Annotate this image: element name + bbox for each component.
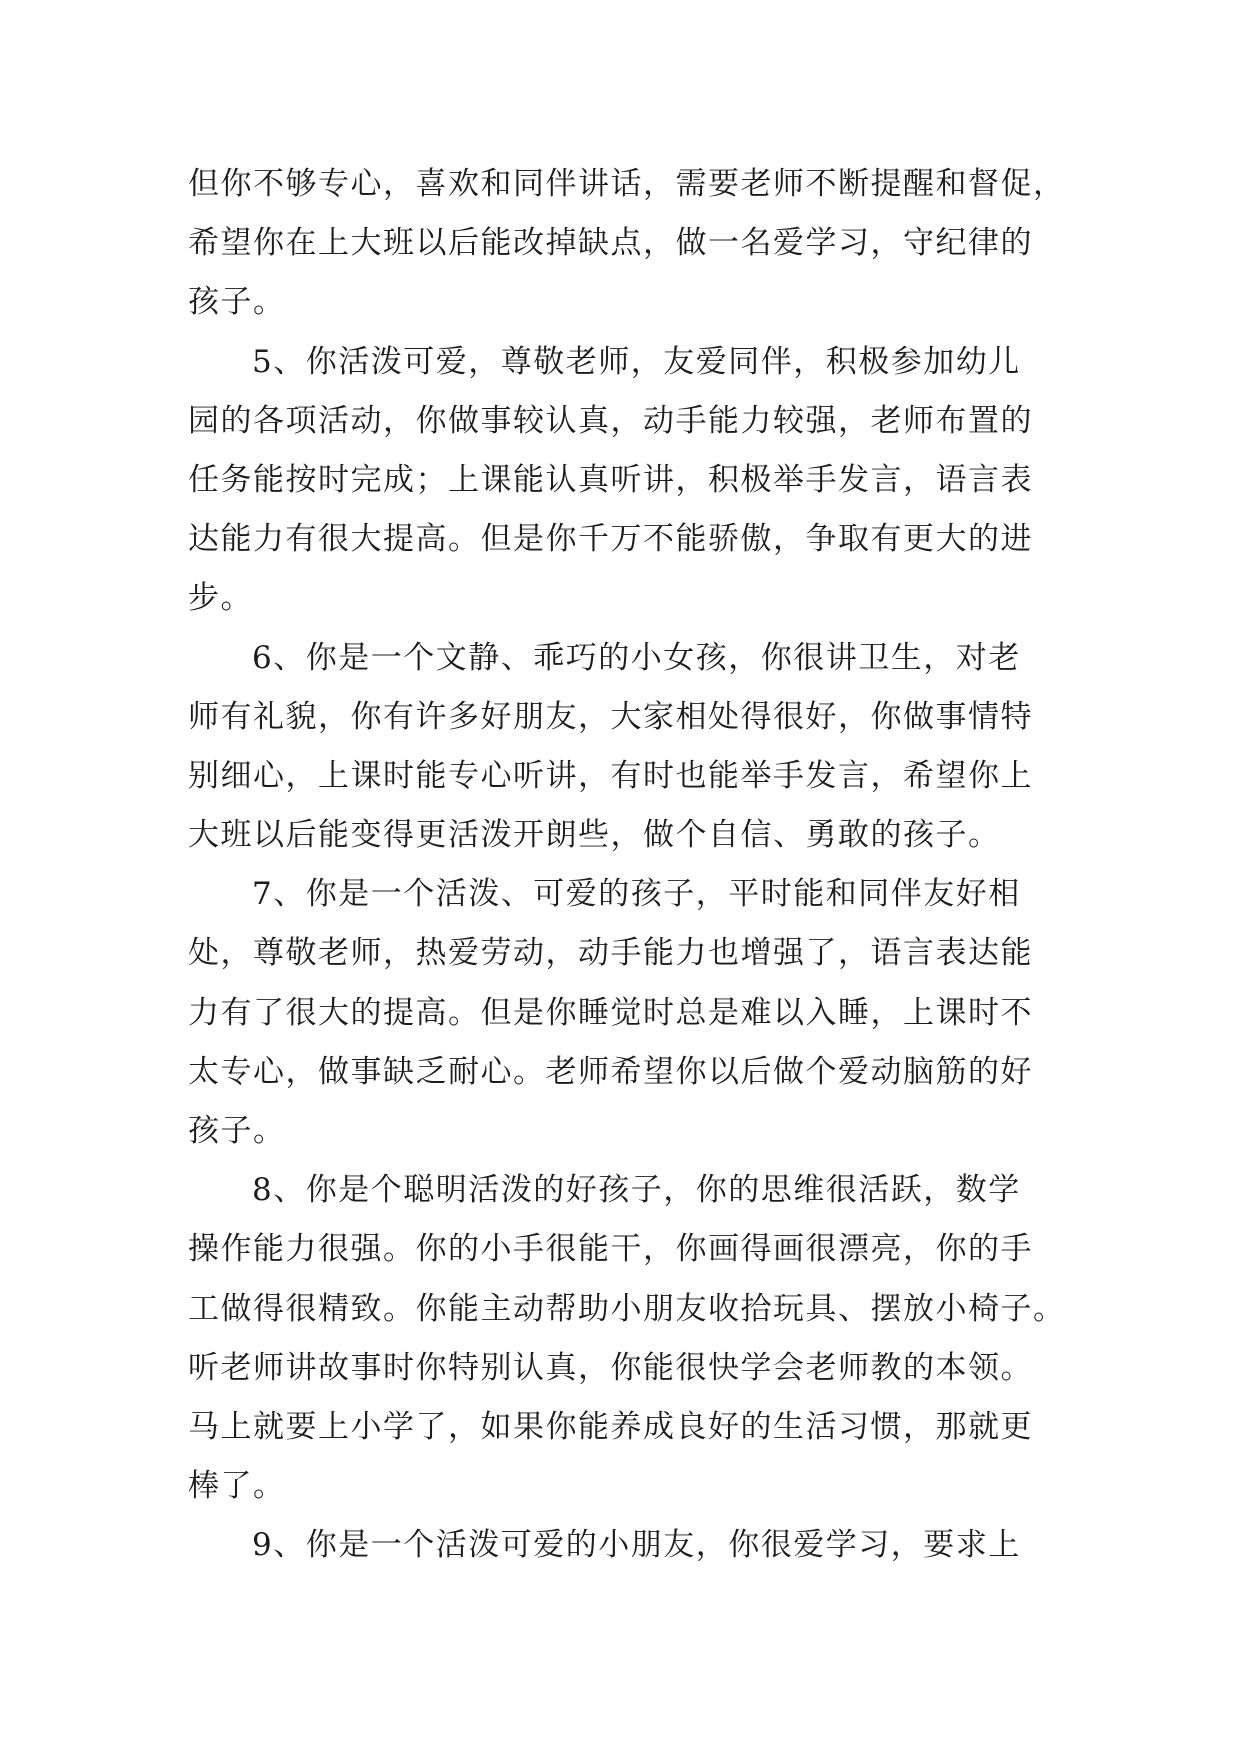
text-line: 但你不够专心，喜欢和同伴讲话，需要老师不断提醒和督促， xyxy=(188,166,1066,202)
text-line: 力有了很大的提高。但是你睡觉时总是难以入睡，上课时不 xyxy=(188,994,1033,1031)
text-line: 大班以后能变得更活泼开朗些，做个自信、勇敢的孩子。 xyxy=(188,817,1001,854)
document-body xyxy=(188,155,1068,1576)
text-line: 园的各项活动，你做事较认真，动手能力较强，老师布置的 xyxy=(188,402,1033,439)
text-line: 任务能按时完成；上课能认真听讲，积极举手发言，语言表 xyxy=(188,461,1033,498)
text-line: 孩子。 xyxy=(188,284,286,321)
text-line: 棒了。 xyxy=(188,1468,286,1505)
text-line: 操作能力很强。你的小手很能干，你画得画很漂亮，你的手 xyxy=(188,1231,1033,1268)
text-line: 马上就要上小学了，如果你能养成良好的生活习惯，那就更 xyxy=(188,1408,1033,1445)
text-line: 师有礼貌，你有许多好朋友，大家相处得很好，你做事情特 xyxy=(188,698,1033,735)
text-line: 达能力有很大提高。但是你千万不能骄傲，争取有更大的进 xyxy=(188,521,1033,558)
text-line: 5、你活泼可爱，尊敬老师，友爱同伴，积极参加幼儿 xyxy=(252,343,1021,380)
text-line: 听老师讲故事时你特别认真，你能很快学会老师教的本领。 xyxy=(188,1349,1033,1386)
text-line: 处，尊敬老师，热爱劳动，动手能力也增强了，语言表达能 xyxy=(188,935,1033,972)
text-line: 7、你是一个活泼、可爱的孩子，平时能和同伴友好相 xyxy=(252,876,1021,913)
text-line: 太专心，做事缺乏耐心。老师希望你以后做个爱动脑筋的好 xyxy=(188,1053,1033,1090)
text-line: 别细心，上课时能专心听讲，有时也能举手发言，希望你上 xyxy=(188,757,1033,794)
text-line: 9、你是一个活泼可爱的小朋友，你很爱学习，要求上 xyxy=(252,1527,1021,1564)
text-line: 孩子。 xyxy=(188,1113,286,1149)
text-line: 希望你在上大班以后能改掉缺点，做一名爱学习，守纪律的 xyxy=(188,225,1033,262)
text-line: 8、你是个聪明活泼的好孩子，你的思维很活跃，数学 xyxy=(252,1172,1021,1209)
text-line: 步。 xyxy=(188,580,253,617)
text-line: 6、你是一个文静、乖巧的小女孩，你很讲卫生，对老 xyxy=(252,639,1021,676)
text-line: 工做得很精致。你能主动帮助小朋友收拾玩具、摆放小椅子。 xyxy=(188,1290,1066,1327)
